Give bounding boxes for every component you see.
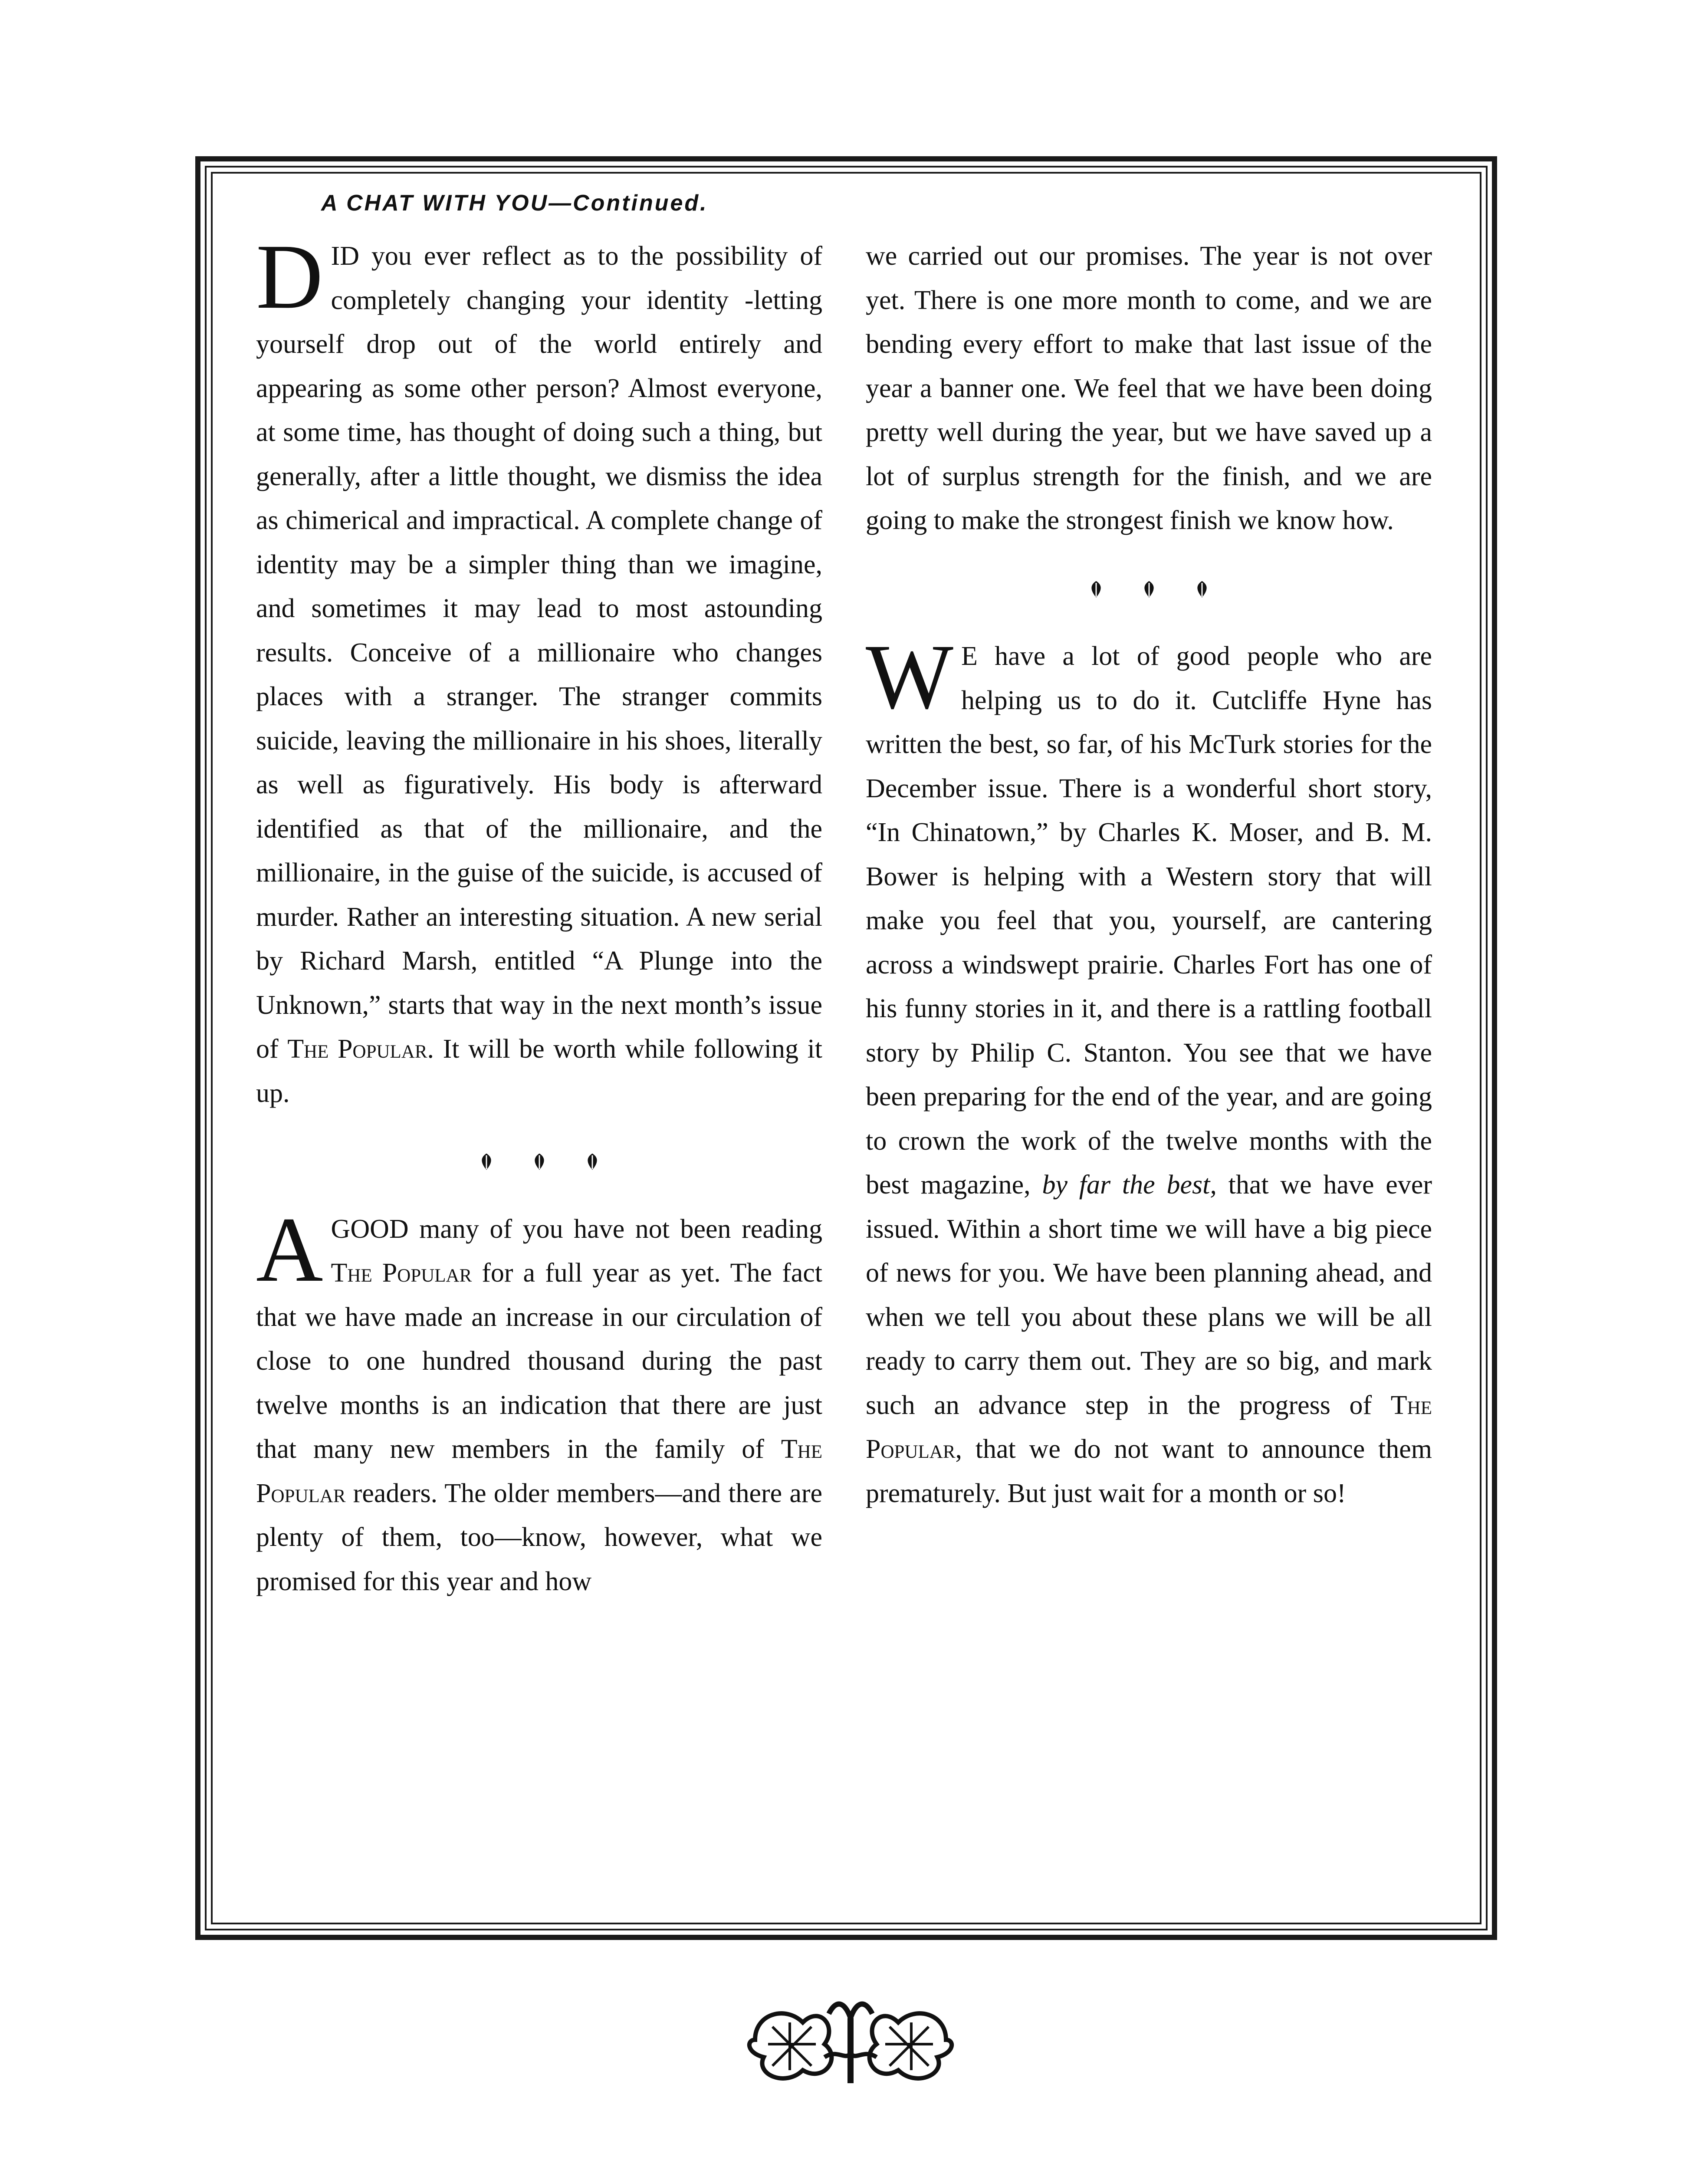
paragraph-circulation xyxy=(256,1198,822,1604)
magazine-name: The Popular xyxy=(866,1390,1432,1464)
paragraph-text: ID you ever reflect as to the possibility of completely changing your identity -letting yourself drop out of the world entirely and appearing as some other person? Almost everyone, at some time, has thought of doing such a thing, but generally, after a little thought, we dismiss the idea as chimerical and impractical. A complete change of identity may be a simpler thing than we imagine, and sometimes it may lead to most astounding results. Conceive of a millionaire who changes places with a stranger. The stranger commits suicide, leaving the millionaire in his shoes, literally as well as figuratively. His body is afterward identified as that of the millionaire, and the millionaire, in the guise of the suicide, is accused of murder. Rather an interesting situation. A new serial by Richard Marsh, entitled “A Plunge into the Unknown,” starts that way in the next month’s issue of xyxy=(256,241,822,1064)
right-column xyxy=(866,234,1432,1516)
paragraph-text: E have a lot of good people who are helping us to do it. Cutcliffe Hyne has written the best, so far, of his McTurk stories for the December issue. There is a wonderful short story, “In Chinatown,” by Charles K. Moser, and B. M. Bower is helping with a Western story that will make you feel that you, yourself, are cantering across a windswept prairie. Charles Fort has one of his funny stories in it, and there is a rattling football story by Philip C. Stanton. You see that we have been preparing for the end of the year, and are going to crown the work of the twelve months with the best magazine, xyxy=(866,641,1432,1200)
magazine-name: The Popular xyxy=(331,1258,472,1288)
left-column xyxy=(256,225,822,1604)
paragraph-december-issue xyxy=(866,625,1432,1516)
leaf-ornament-icon xyxy=(529,1152,549,1172)
drop-cap: D xyxy=(256,225,323,328)
drop-cap: A xyxy=(256,1198,323,1301)
paragraph-text: for a full year as yet. The fact that we have made an increase in our circulation of close to one hundred thousand during the past twelve months is an indication that there are just that many new members in the family of xyxy=(256,1258,822,1464)
page-heading: A CHAT WITH YOU—Continued. xyxy=(321,191,708,216)
paragraph-text: , that we do not want to announce them prematurely. But just wait for a month or so! xyxy=(866,1434,1432,1508)
drop-cap: W xyxy=(866,625,953,728)
leaf-ornament-icon xyxy=(1192,579,1212,599)
emphasis-text: by far the best, xyxy=(1042,1170,1217,1200)
paragraph-text: . It will be worth while following it up. xyxy=(256,1034,822,1108)
leaf-ornament-icon xyxy=(1086,579,1106,599)
leaf-ornament-icon xyxy=(582,1152,602,1172)
paragraph-identity xyxy=(256,225,822,1115)
magazine-name: The Popular xyxy=(287,1034,427,1064)
paragraph-text: that we have ever issued. Within a short time we will have a big piece of news for you. We have been planning ahead, and when we tell you about these plans we will be all ready to carry them out. They are so big, and mark such an advance step in the progress of xyxy=(866,1170,1432,1420)
paragraph-promises xyxy=(866,234,1432,543)
paragraph-text: readers. The older members—and there are plenty of them, too—know, however, what we promised for this year and how xyxy=(256,1478,822,1596)
paragraph-text: GOOD many of you have not been reading xyxy=(331,1214,822,1244)
magazine-name: The Popular xyxy=(256,1434,822,1508)
leaf-ornament-icon xyxy=(1139,579,1159,599)
leaf-ornament-icon xyxy=(476,1152,496,1172)
section-separator xyxy=(256,1137,822,1181)
section-separator xyxy=(866,565,1432,609)
paragraph-text: we carried out our promises. The year is not over yet. There is one more month to come, and we are bending every effort to make that last issue of the year a banner one. We feel that we have been doing pretty well during the year, but we have saved up a lot of surplus strength for the finish, and we are going to make the strongest finish we know how. xyxy=(866,241,1432,535)
vine-leaves-ornament-icon xyxy=(738,1988,963,2092)
